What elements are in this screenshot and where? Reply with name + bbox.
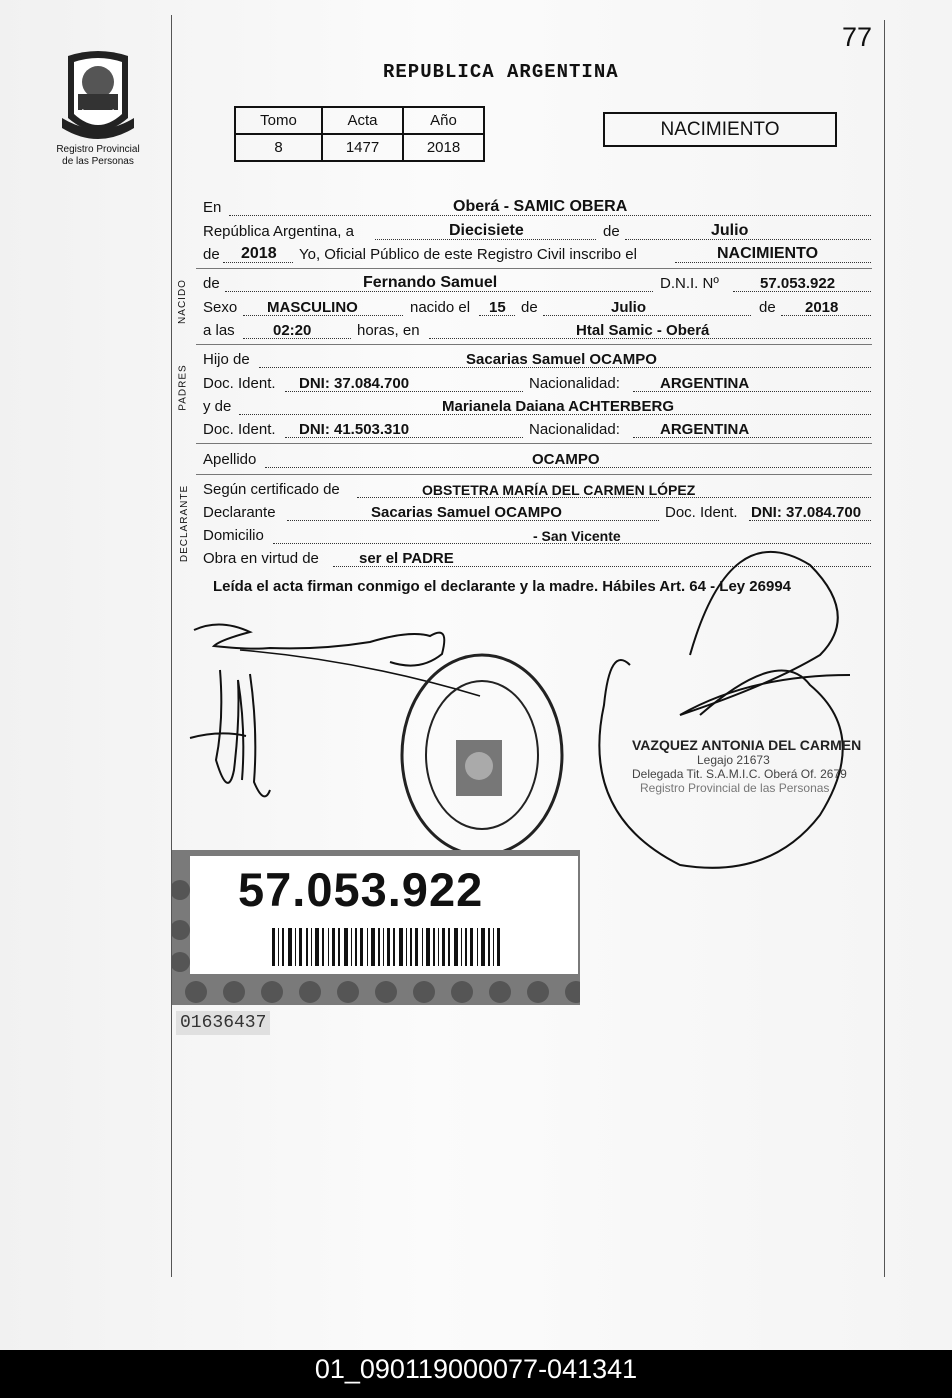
record-table (234, 106, 485, 162)
label-obra: Obra en virtud de (203, 550, 319, 567)
label-nacionalidad: Nacionalidad: (529, 375, 620, 392)
row-certificado (203, 478, 871, 500)
officer-legajo: Legajo 21673 (697, 753, 770, 767)
label-a-las: a las (203, 322, 235, 339)
officer-role: Delegada Tit. S.A.M.I.C. Oberá Of. 2679 (632, 767, 847, 781)
value-birth-time: 02:20 (273, 322, 312, 339)
value-year: 2018 (241, 245, 277, 262)
label-de: de (603, 223, 620, 240)
value-birth-day: 15 (489, 299, 506, 316)
row-republica (203, 220, 871, 242)
page-number: 77 (842, 22, 873, 52)
label-hijo-de: Hijo de (203, 351, 250, 368)
label-apellido: Apellido (203, 451, 257, 468)
value-obra: ser el PADRE (359, 550, 454, 567)
label-doc-ident: Doc. Ident. (665, 504, 738, 521)
registry-seal (398, 650, 566, 860)
label-nacido-el: nacido el (410, 299, 471, 316)
section-label-nacido: NACIDO (176, 279, 188, 324)
registry-line1: Registro Provincial (56, 144, 140, 155)
value-birth-year: 2018 (805, 299, 839, 316)
row-year (203, 243, 871, 265)
row-father (203, 348, 871, 370)
value-tomo: 8 (235, 134, 322, 161)
section-divider (196, 443, 872, 444)
scan-filename: 01_090119000077-041341 (0, 1350, 952, 1398)
value-month: Julio (711, 222, 749, 239)
value-apellido: OCAMPO (532, 451, 600, 468)
row-nacido-name (203, 272, 871, 294)
value-birth-month: Julio (611, 299, 647, 316)
label-y-de: y de (203, 398, 232, 415)
registry-line2: de las Personas (62, 156, 134, 167)
row-declarante (203, 501, 871, 523)
value-day-words: Diecisiete (449, 222, 524, 239)
header-tomo: Tomo (235, 107, 322, 134)
value-domicilio: - San Vicente (533, 528, 621, 544)
value-certificado: OBSTETRA MARÍA DEL CARMEN LÓPEZ (422, 482, 696, 498)
serial-number: 01636437 (176, 1011, 270, 1035)
label-domicilio: Domicilio (203, 527, 264, 544)
header-anio: Año (403, 107, 484, 134)
barcode-number: 57.053.922 (238, 863, 484, 916)
label-certificado: Según certificado de (203, 481, 340, 498)
row-father-doc (203, 372, 871, 394)
section-divider (196, 268, 872, 269)
label-de: de (759, 299, 776, 316)
value-sexo: MASCULINO (267, 299, 358, 316)
provincial-crest-logo (58, 48, 138, 144)
officer-name: VAZQUEZ ANTONIA DEL CARMEN (632, 737, 862, 753)
value-event: NACIMIENTO (717, 245, 819, 262)
label-declarante: Declarante (203, 504, 276, 521)
label-nacionalidad: Nacionalidad: (529, 421, 620, 438)
label-de2: de (203, 246, 220, 263)
label-dni: D.N.I. Nº (660, 275, 719, 292)
label-doc-ident: Doc. Ident. (203, 421, 276, 438)
label-doc-ident: Doc. Ident. (203, 375, 276, 392)
section-label-declarante: DECLARANTE (179, 484, 191, 563)
value-father-nat: ARGENTINA (660, 375, 750, 392)
record-type-box: NACIMIENTO (603, 112, 837, 147)
header-acta: Acta (322, 107, 403, 134)
value-mother-nat: ARGENTINA (660, 421, 750, 438)
row-hora (203, 319, 871, 341)
section-divider (196, 474, 872, 475)
officer-stamp (632, 737, 861, 795)
right-margin-line (884, 20, 885, 1277)
value-place: Oberá - SAMIC OBERA (453, 198, 628, 215)
value-father: Sacarias Samuel OCAMPO (466, 351, 657, 368)
row-sexo (203, 296, 871, 318)
registry-name (40, 144, 156, 168)
barcode-bars (272, 928, 502, 966)
value-child-name: Fernando Samuel (363, 274, 498, 291)
page-title: REPUBLICA ARGENTINA (383, 61, 619, 83)
row-mother-doc (203, 418, 871, 440)
value-anio: 2018 (403, 134, 484, 161)
value-father-doc: DNI: 37.084.700 (299, 375, 410, 392)
row-mother (203, 395, 871, 417)
value-declarante: Sacarias Samuel OCAMPO (371, 504, 562, 521)
value-declarante-doc: DNI: 37.084.700 (751, 504, 862, 521)
value-birth-place: Htal Samic - Oberá (576, 322, 710, 339)
label-yo: Yo, Oficial Público de este Registro Civil inscribo el (299, 246, 637, 263)
label-sexo: Sexo (203, 299, 238, 316)
row-en (203, 196, 871, 218)
value-dni: 57.053.922 (760, 275, 836, 292)
closing-statement: Leída el acta firman conmigo el declarante y la madre. Hábiles Art. 64 - Ley 26994 (213, 578, 792, 595)
label-de: de (521, 299, 538, 316)
value-acta: 1477 (322, 134, 403, 161)
left-margin-line (171, 15, 172, 1277)
officer-org: Registro Provincial de las Personas (640, 781, 830, 795)
section-label-padres: PADRES (177, 364, 189, 411)
label-republica: República Argentina, a (203, 223, 354, 240)
value-mother-doc: DNI: 41.503.310 (299, 421, 410, 438)
label-de: de (203, 275, 220, 292)
row-apellido (203, 448, 871, 470)
officer-signature (570, 535, 860, 880)
section-divider (196, 344, 872, 345)
label-horas: horas, en (357, 322, 420, 339)
label-en: En (203, 199, 222, 216)
value-mother: Marianela Daiana ACHTERBERG (442, 398, 675, 415)
